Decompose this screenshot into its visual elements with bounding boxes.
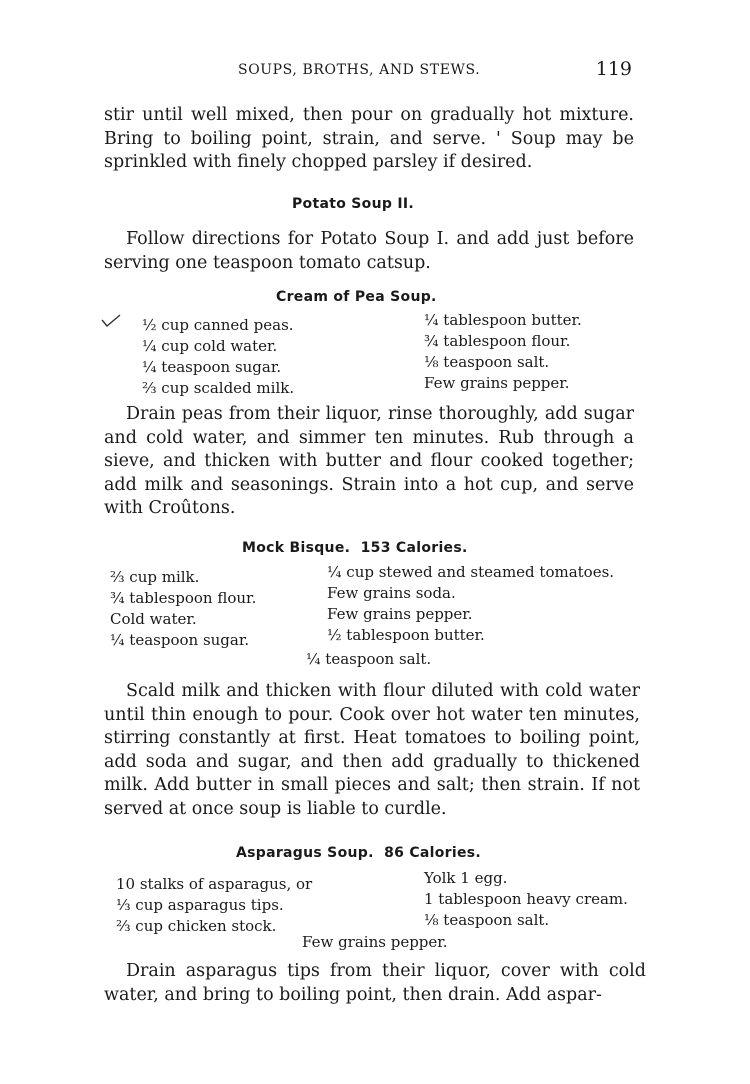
mock-bisque-directions: Scald milk and thicken with flour diluted with cold water until thin enough to pour. Cook over hot water ten minutes, stirring constantly at first. Heat tomatoes to boiling point, add soda and sugar, and then add gradually to thickened milk. Add butter in small pieces and salt; then strain. If not served at once soup is liable to curdle.	[104, 681, 640, 819]
ingredient: Few grains pepper.	[327, 605, 473, 623]
ingredient: ⅛ teaspoon salt.	[424, 911, 550, 929]
ingredient: Few grains pepper.	[424, 374, 570, 392]
asparagus-centered-ingredient: Few grains pepper.	[302, 933, 448, 951]
opening-paragraph: stir until well mixed, then pour on gradually hot mixture. Bring to boiling point, strain, and serve. ' Soup may be sprinkled with finely chopped parsley if desired.	[104, 105, 634, 172]
mock-bisque-centered-ingredient: ¼ teaspoon salt.	[306, 650, 432, 668]
recipe-title-mock-bisque	[242, 540, 468, 556]
calorie-count: 86 Calories.	[384, 845, 482, 861]
ingredient: ½ cup canned peas.	[142, 316, 294, 334]
ingredient: ¾ tablespoon flour.	[424, 332, 571, 350]
recipe-title-asparagus-soup	[236, 845, 481, 861]
potato-soup-2-directions: Follow directions for Potato Soup I. and add just before serving one teaspoon tomato catsup.	[104, 229, 634, 273]
ingredient: ¼ cup stewed and steamed tomatoes.	[327, 563, 615, 581]
asparagus-ingredients-right	[424, 868, 628, 931]
ingredient: ¼ cup cold water.	[142, 337, 278, 355]
mock-bisque-ingredients-right	[327, 562, 614, 646]
recipe-name: Asparagus Soup.	[236, 845, 374, 861]
ingredient: ⅔ cup scalded milk.	[142, 379, 295, 397]
ingredient: 1 tablespoon heavy cream.	[424, 890, 628, 908]
page-header	[100, 58, 640, 82]
ingredient: ¼ teaspoon sugar.	[142, 358, 282, 376]
recipe-name: Mock Bisque.	[242, 540, 351, 556]
ingredient: ¼ teaspoon sugar.	[110, 631, 250, 649]
ingredient: ⅓ cup asparagus tips.	[116, 896, 284, 914]
ingredient: ½ tablespoon butter.	[327, 626, 485, 644]
ingredient: ¼ tablespoon butter.	[424, 311, 582, 329]
cream-of-pea-directions: Drain peas from their liquor, rinse thoroughly, add sugar and cold water, and simmer ten minutes. Rub through a sieve, and thicken with butter and flour cooked together; add milk and seasonings. Strain into a hot cup, and serve with Croûtons.	[104, 404, 634, 518]
ingredient: ⅔ cup milk.	[110, 568, 200, 586]
ingredient: Few grains soda.	[327, 584, 456, 602]
ingredient: Cold water.	[110, 610, 197, 628]
ingredient: ⅛ teaspoon salt.	[424, 353, 550, 371]
ingredient: Yolk 1 egg.	[424, 869, 508, 887]
ingredient: 10 stalks of asparagus, or	[116, 875, 313, 893]
cream-of-pea-ingredients-left	[142, 315, 294, 399]
asparagus-directions: Drain asparagus tips from their liquor, cover with cold water, and bring to boiling point, then drain. Add aspar-	[104, 961, 646, 1005]
running-head: SOUPS, BROTHS, AND STEWS.	[238, 62, 481, 78]
mock-bisque-ingredients-left	[110, 567, 256, 651]
page-number: 119	[595, 58, 632, 80]
ingredient: ⅔ cup chicken stock.	[116, 917, 277, 935]
recipe-title-cream-of-pea: Cream of Pea Soup.	[276, 289, 437, 305]
ingredient: ¾ tablespoon flour.	[110, 589, 257, 607]
cream-of-pea-ingredients-right	[424, 310, 582, 394]
calorie-count: 153 Calories.	[360, 540, 468, 556]
asparagus-ingredients-left	[116, 874, 312, 937]
checkmark-icon	[100, 312, 122, 330]
recipe-title-potato-soup-2: Potato Soup II.	[292, 196, 415, 212]
